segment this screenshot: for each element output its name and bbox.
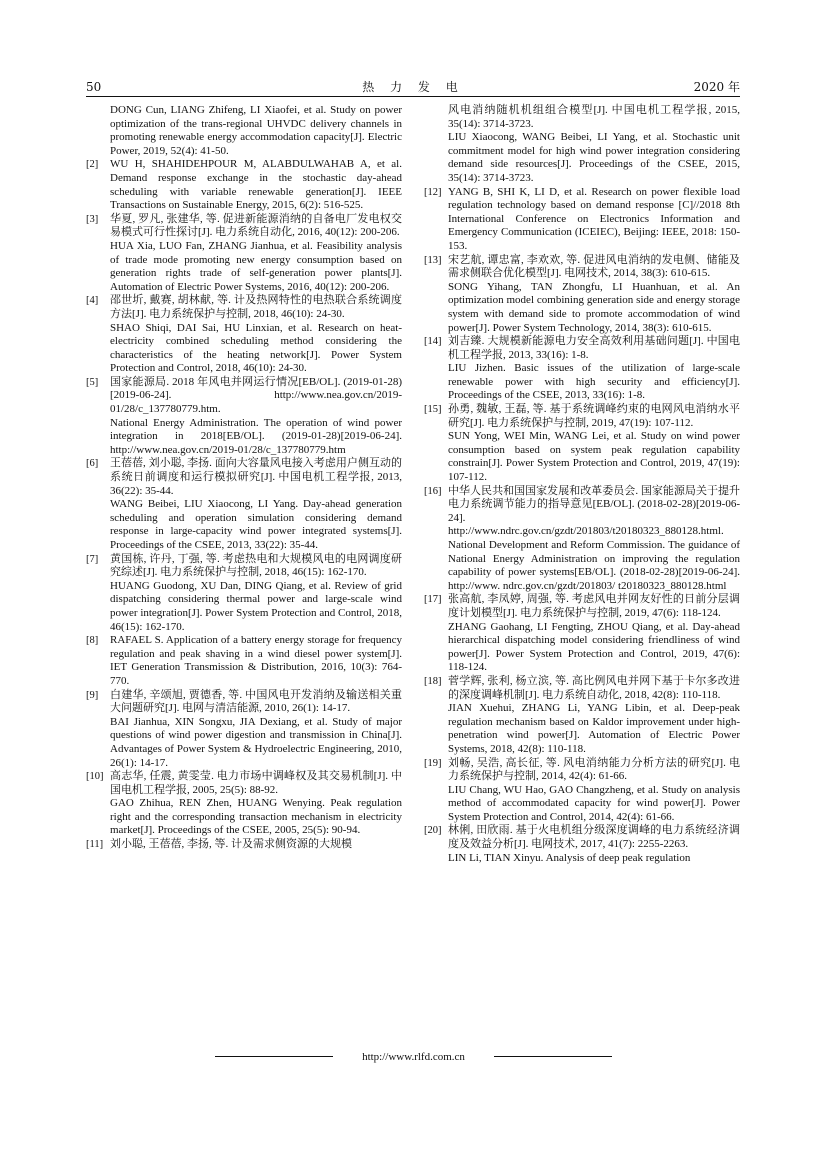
reference-text: JIAN Xuehui, ZHANG Li, YANG Libin, et al. Deep-peak regulation mechanism based on Kaldor improvement under high-penetration wind power[J]. Automation of Electric Power Systems, 2018, 42(8): 110-118. — [448, 702, 740, 755]
reference-number: [3] — [86, 213, 99, 225]
reference-text: 国家能源局. 2018 年风电并网运行情况[EB/OL]. (2019-01-28)[2019-06-24]. http://www.nea.gov.cn/2019-01/28/c_137780779.htm. — [110, 375, 402, 416]
reference-text: SUN Yong, WEI Min, WANG Lei, et al. Study on wind power consumption based on system peak regulation capability constrain[J]. Power System Protection and Control, 2019, 47(19): 107-112. — [448, 430, 740, 484]
reference-number: [14] — [424, 336, 442, 348]
reference-item — [86, 158, 402, 212]
reference-text: SONG Yihang, TAN Zhongfu, LI Huanhuan, et al. An optimization model combining generation side and energy storage system with demand side to promote accommodation of wind power[J]. Power System Technology, 2014, 38(3): 610-615. — [448, 280, 740, 334]
reference-text: ZHANG Gaohang, LI Fengting, ZHOU Qiang, et al. Day-ahead hierarchical dispatching model considering friendliness of wind power[J]. Power System Protection and Control, 2019, 47(6): 118-124. — [448, 620, 740, 674]
reference-item — [424, 104, 740, 186]
reference-number: [4] — [86, 295, 99, 307]
reference-item — [86, 553, 402, 635]
references-right-column — [424, 104, 740, 865]
reference-text: LIU Jizhen. Basic issues of the utilization of large-scale renewable power with high security and efficiency[J]. Proceedings of the CSEE, 2013, 33(16): 1-8. — [448, 362, 740, 402]
page-number: 50 — [86, 80, 102, 94]
reference-text: YANG B, SHI K, LI D, et al. Research on power flexible load regulation technology based on demand response [C]//2018 8th International Conference on Electronics Information and Emergency Communication (ICEIEC), Beijing: IEEE, 2018: 150-153. — [448, 185, 740, 252]
reference-text: 风电消纳随机机组组合模型[J]. 中国电机工程学报, 2015, 35(14): 3714-3723. — [448, 104, 740, 130]
reference-text: DONG Cun, LIANG Zhifeng, LI Xiaofei, et al. Study on power optimization of the trans-regional UHVDC delivery channels in promoting renewable energy accommodation capacity[J]. Electric Power, 2019, 52(4): 41-50. — [110, 104, 402, 157]
reference-text: 华夏, 罗凡, 张建华, 等. 促进新能源消纳的自备电厂发电权交易模式可行性探讨[J]. 电力系统自动化, 2016, 40(12): 200-206. — [110, 212, 402, 239]
reference-number: [20] — [424, 825, 442, 837]
reference-item — [86, 104, 402, 158]
reference-item — [86, 770, 402, 838]
reference-text: 中华人民共和国国家发展和改革委员会. 国家能源局关于提升电力系统调节能力的指导意见[EB/OL]. (2018-02-28)[2019-06-24]. http://www.ndrc.gov.cn/gzdt/201803/t20180323_880128.html. — [448, 484, 740, 538]
reference-number: [10] — [86, 771, 104, 783]
footer-url[interactable]: http://www.rlfd.com.cn — [362, 1051, 465, 1063]
reference-number: [2] — [86, 159, 99, 171]
reference-number: [11] — [86, 839, 104, 851]
reference-text: 高志华, 任震, 黄雯莹. 电力市场中调峰权及其交易机制[J]. 中国电机工程学报, 2005, 25(5): 88-92. — [110, 770, 402, 796]
reference-text: 刘吉臻. 大规模新能源电力安全高效利用基础问题[J]. 中国电机工程学报, 2013, 33(16): 1-8. — [448, 335, 740, 361]
running-header — [86, 78, 740, 97]
reference-number: [8] — [86, 635, 99, 647]
reference-item — [86, 634, 402, 688]
reference-text: GAO Zhihua, REN Zhen, HUANG Wenying. Peak regulation right and the corresponding transaction mechanism in electricity market[J]. Proceedings of the CSEE, 2005, 25(5): 90-94. — [110, 797, 402, 837]
reference-item — [86, 838, 402, 852]
page-footer — [0, 1049, 827, 1065]
reference-item — [86, 213, 402, 295]
reference-text: RAFAEL S. Application of a battery energy storage for frequency regulation and peak shaving in a wind diesel power system[J]. IET Generation Transmission & Distribution, 2016, 10(3): 764-770. — [110, 634, 402, 687]
reference-text: SHAO Shiqi, DAI Sai, HU Linxian, et al. Research on heat-electricity combined scheduling method considering the characteristics of the heating network[J]. Power System Protection and Control, 2018, 46(10): 24-30. — [110, 321, 402, 375]
reference-text: WANG Beibei, LIU Xiaocong, LI Yang. Day-ahead generation scheduling and operation simulation considering demand response in large-capacity wind power integrated systems[J]. Proceedings of the CSEE, 2013, 33(22): 35-44. — [110, 498, 402, 551]
reference-text: 刘畅, 吴浩, 高长征, 等. 风电消纳能力分析方法的研究[J]. 电力系统保护与控制, 2014, 42(4): 61-66. — [448, 756, 740, 783]
reference-text: 宋艺航, 谭忠富, 李欢欢, 等. 促进风电消纳的发电侧、储能及需求侧联合优化模型[J]. 电网技术, 2014, 38(3): 610-615. — [448, 253, 740, 280]
reference-text: National Energy Administration. The operation of wind power integration in 2018[EB/OL]. (2019-01-28)[2019-06-24]. http://www.nea.gov.cn/2019-01/28/c_137780779.htm — [110, 416, 402, 456]
reference-text: 林俐, 田欣雨. 基于火电机组分级深度调峰的电力系统经济调度及效益分析[J]. 电网技术, 2017, 41(7): 2255-2263. — [448, 824, 740, 851]
reference-number: [18] — [424, 675, 442, 687]
reference-item — [424, 675, 740, 757]
references-left-column — [86, 104, 402, 852]
reference-number: [7] — [86, 553, 99, 565]
reference-text: HUA Xia, LUO Fan, ZHANG Jianhua, et al. Feasibility analysis of trade mode promoting new energy consumption based on generation rights trade of self-generation power plants[J]. Automation of Electric Power Systems, 2016, 40(12): 200-206. — [110, 239, 402, 293]
reference-item — [424, 593, 740, 675]
reference-item — [424, 186, 740, 254]
reference-text: LIU Chang, WU Hao, GAO Changzheng, et al. Study on analysis method of accommodated capacity for wind power[J]. Power System Protection and Control, 2014, 42(4): 61-66. — [448, 783, 740, 823]
reference-number: [13] — [424, 254, 442, 266]
reference-number: [5] — [86, 376, 99, 388]
reference-item — [424, 485, 740, 594]
reference-text: 王蓓蓓, 刘小聪, 李扬. 面向大容量风电接入考虑用户侧互动的系统日前调度和运行模拟研究[J]. 中国电机工程学报, 2013, 36(22): 35-44. — [110, 457, 402, 497]
reference-item — [86, 457, 402, 552]
reference-text: WU H, SHAHIDEHPOUR M, ALABDULWAHAB A, et al. Demand response exchange in the stochastic day-ahead scheduling with variable renewable generation[J]. IEEE Transactions on Sustainable Energy, 2015, 6(2): 516-525. — [110, 158, 402, 212]
reference-number: [15] — [424, 404, 442, 416]
reference-number: [12] — [424, 186, 442, 198]
reference-item — [86, 689, 402, 771]
reference-number: [16] — [424, 485, 442, 497]
reference-text: 刘小聪, 王蓓蓓, 李扬, 等. 计及需求侧资源的大规模 — [110, 838, 352, 851]
reference-item — [86, 376, 402, 458]
reference-item — [424, 824, 740, 865]
reference-text: LIN Li, TIAN Xinyu. Analysis of deep peak regulation — [448, 851, 691, 864]
issue-year: 2020 年 — [693, 80, 740, 94]
reference-text: 白建华, 辛颂旭, 贾德香, 等. 中国风电开发消纳及输送相关重大问题研究[J]. 电网与清洁能源, 2010, 26(1): 14-17. — [110, 688, 402, 715]
reference-text: LIU Xiaocong, WANG Beibei, LI Yang, et al. Stochastic unit commitment model for high wind power integration considering demand side resources[J]. Proceedings of the CSEE, 2015, 35(14): 3714-3723. — [448, 131, 740, 184]
footer-rule-right — [494, 1056, 612, 1057]
reference-number: [6] — [86, 458, 99, 470]
reference-text: 张高航, 李凤婷, 周强, 等. 考虑风电并网友好性的日前分层调度计划模型[J]. 电力系统保护与控制, 2019, 47(6): 118-124. — [448, 593, 740, 619]
reference-number: [9] — [86, 689, 99, 701]
reference-number: [17] — [424, 594, 442, 606]
reference-text: HUANG Guodong, XU Dan, DING Qiang, et al. Review of grid dispatching considering thermal power and large-scale wind power integration[J]. Power System Protection and Control, 2018, 46(15): 162-170. — [110, 579, 402, 633]
reference-item — [424, 757, 740, 825]
reference-item — [424, 254, 740, 336]
reference-text: 黄国栋, 许丹, 丁强, 等. 考虑热电和大规模风电的电网调度研究综述[J]. 电力系统保护与控制, 2018, 46(15): 162-170. — [110, 552, 402, 579]
reference-number: [19] — [424, 757, 442, 769]
journal-title: 热 力 发 电 — [362, 80, 464, 94]
reference-text: National Development and Reform Commission. The guidance of National Energy Administration on improving the regulation capability of power systems[EB/OL]. (2018-02-28)[2019-06-24]. http://www. ndrc.gov.cn/gzdt/201803/ t20180323_880128.html — [448, 539, 740, 592]
reference-item — [86, 294, 402, 376]
reference-text: 菅学辉, 张利, 杨立滨, 等. 高比例风电并网下基于卡尔多改进的深度调峰机制[J]. 电力系统自动化, 2018, 42(8): 110-118. — [448, 674, 740, 701]
reference-item — [424, 403, 740, 485]
reference-text: 邵世圻, 戴赛, 胡林献, 等. 计及热网特性的电热联合系统调度方法[J]. 电力系统保护与控制, 2018, 46(10): 24-30. — [110, 294, 402, 320]
reference-item — [424, 335, 740, 403]
reference-text: 孙勇, 魏敏, 王磊, 等. 基于系统调峰约束的电网风电消纳水平研究[J]. 电力系统保护与控制, 2019, 47(19): 107-112. — [448, 403, 740, 429]
reference-text: BAI Jianhua, XIN Songxu, JIA Dexiang, et al. Study of major questions of wind power digestion and transmission in China[J]. Advantages of Power System & Hydroelectric Engineering, 2010, 26(1): 14-17. — [110, 715, 402, 769]
